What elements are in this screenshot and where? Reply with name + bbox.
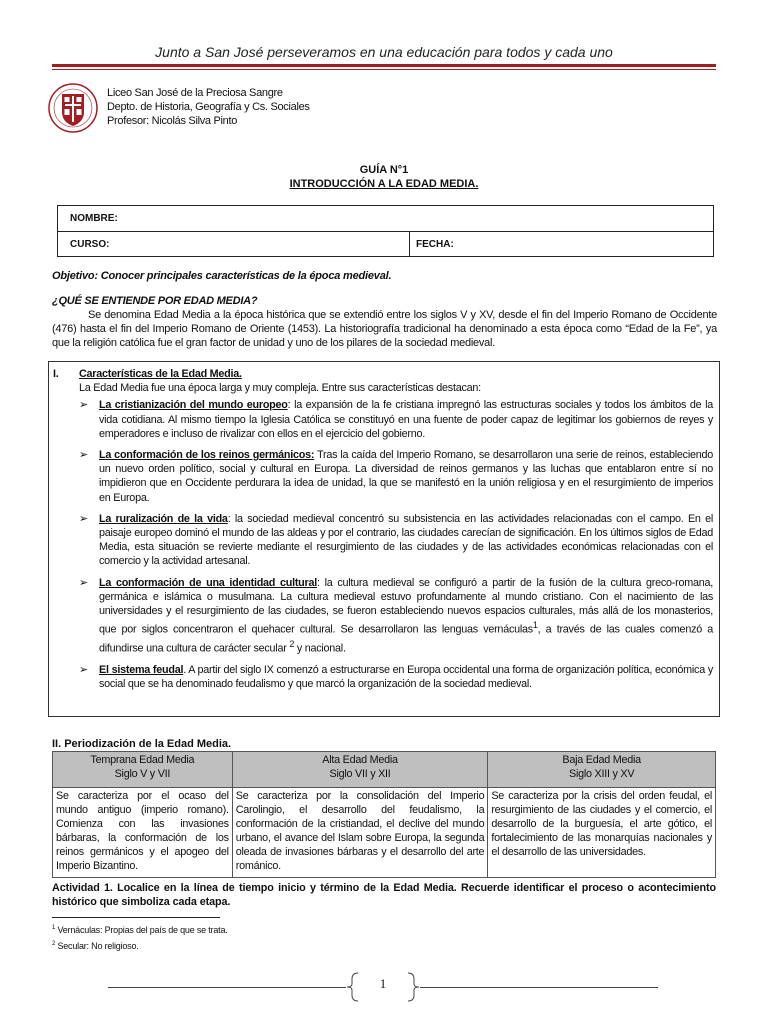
item-keyword: La cristianización del mundo europeo [99, 399, 288, 412]
item-text: : la sociedad medieval concentró su subsistencia en las actividades relacionadas con el campo. En el paisaje europeo dominó el mundo de las aldeas y por el contrario, las ciudades carecían de significación. En los últimos siglos de Edad Media, esta situación se revierte mediante el resurgimiento de las ciudades y de las actividades económicas relacionadas con el comercio y la actividad artesanal. [99, 512, 713, 568]
period-name: Temprana Edad Media [90, 754, 195, 766]
footnote-mark: 1 [52, 925, 56, 931]
footer-rule-right [420, 987, 658, 988]
characteristics-section [48, 361, 720, 717]
intro-paragraph: Se denomina Edad Media a la época histórica que se extendió entre los siglos V y XV, desde el fin del Imperio Romano de Occidente (476) hasta el fin del Imperio Romano de Oriente (1453). La historiografía tradicional ha denominado a esta época como “Edad de la Fe”, ya que la religión católica fue el gran factor de unidad y uno de los pilares de la sociedad medieval. [52, 309, 717, 349]
school-crest-logo [48, 78, 98, 138]
course-label: CURSO: [70, 239, 110, 250]
table-cell: Se caracteriza por la consolidación del Imperio Carolingio, el desarrollo del feudalismo, la conformación de la cristiandad, el declive del mundo urbano, el avance del Islam sobre Europa, la segunda oleada de invasiones bárbaras y el desarrollo del arte románico. [232, 788, 488, 878]
intro-section [52, 294, 717, 350]
item-keyword: La conformación de los reinos germánicos: [99, 449, 315, 462]
arrow-bullet-icon: ➢ [79, 512, 88, 525]
period-name: Baja Edad Media [562, 754, 641, 766]
period-centuries: Siglo VII y XII [329, 768, 391, 780]
intro-question: ¿QUÉ SE ENTIENDE POR EDAD MEDIA? [52, 295, 258, 307]
item-text: : la cultura medieval se configuró a partir de la fusión de la cultura greco-romana, germánica e islámica o musulmana. La cultura medieval estuvo profundamente al mundo cristiano. Con el nacimiento de las universidades y el resurgimiento de las ciudades, se fueron estableciendo nuevos espacios culturales, más allá de los monasterios, que por siglos concentraron el quehacer cultural. Se desarrollaron las lenguas vernáculas [99, 576, 713, 636]
school-info [107, 86, 310, 128]
footer-rule-left [108, 987, 346, 988]
course-field[interactable] [70, 239, 109, 250]
section1-lead: La Edad Media fue una época larga y muy compleja. Entre sus características destacan: [79, 382, 481, 395]
period-centuries: Siglo XIII y XV [569, 768, 635, 780]
characteristics-list [53, 398, 713, 691]
item-keyword: La ruralización de la vida [99, 512, 228, 525]
department-name: Depto. de Historia, Geografía y Cs. Sociales [107, 101, 310, 113]
list-item [53, 448, 713, 505]
item-text: , a través de las cuales comenzó a difundirse una cultura de carácter secular [99, 623, 713, 655]
objective-text: Objetivo: Conocer principales características de la época medieval. [52, 270, 392, 282]
arrow-bullet-icon: ➢ [79, 663, 88, 676]
footnote-divider [52, 917, 220, 918]
school-motto: Junto a San José perseveramos en una educación para todos y cada uno [155, 44, 613, 60]
page-number: 1 [379, 976, 387, 991]
footnote [52, 937, 228, 953]
footnote-ref[interactable]: 1 [532, 620, 538, 631]
date-field[interactable] [409, 232, 454, 257]
section2-title: II. Periodización de la Edad Media. [52, 738, 232, 750]
table-header-row [53, 752, 716, 788]
item-text: : la expansión de la fe cristiana impregnó las estructuras sociales y todos los ámbitos de la vida cotidiana. Al mismo tiempo la Iglesia Católica se constituyó en una fuente de poder capaz de legitimar los gobiernos de reyes y emperadores e incluso de rivalizar con ellos en el ejercicio del gobierno. [99, 399, 713, 440]
period-centuries: Siglo V y VII [114, 768, 171, 780]
section1-heading [53, 367, 713, 381]
table-cell: Se caracteriza por la crisis del orden feudal, el resurgimiento de las ciudades y el comercio, el desarrollo de la burguesía, el arte gótico, el fortalecimiento de las monarquías nacionales y el desarrollo de las universidades. [488, 788, 716, 878]
item-text: Tras la caída del Imperio Romano, se desarrollaron una serie de reinos, estableciendo un nuevo orden político, social y cultural en Europa. La diversidad de reinos germanos y las luchas que entablaron entre sí no impidieron que en Occidente perdurara la idea de unidad, la que se manifestó en la unión religiosa y en el resurgimiento de imperios en Europa. [99, 449, 713, 504]
name-label: NOMBRE: [70, 213, 118, 224]
activity-instruction: Actividad 1. Localice en la línea de tiempo inicio y término de la Edad Media. Recuerde identificar el proceso o acontecimiento histórico que simboliza cada etapa. [52, 882, 716, 908]
column-header [53, 752, 233, 788]
item-keyword: La conformación de una identidad cultural [99, 576, 317, 589]
footnotes [52, 921, 228, 953]
table-cell: Se caracteriza por el ocaso del mundo antiguo (imperio romano). Comienza con las invasiones bárbaras, la conformación de los reinos germánicos y el apogeo del Imperio Bizantino. [53, 788, 233, 878]
header-rule-thick [52, 64, 716, 67]
column-header [488, 752, 716, 788]
student-info-box [57, 205, 714, 257]
footnote-text: Vernáculas: Propias del país de que se trata. [55, 925, 228, 935]
school-name: Liceo San José de la Preciosa Sangre [107, 87, 283, 99]
date-label: FECHA: [416, 239, 454, 250]
section1-title: Características de la Edad Media. [79, 368, 242, 380]
page-footer [108, 972, 658, 1002]
item-text: . A partir del siglo IX comenzó a estructurarse en Europa occidental una forma de organización política, económica y social que se ha denominado feudalismo y que marcó la organización de la sociedad medieval. [99, 663, 713, 691]
period-name: Alta Edad Media [322, 754, 398, 766]
item-text: y nacional. [294, 642, 346, 655]
table-row [53, 788, 716, 878]
right-brace-icon [406, 972, 420, 1002]
periodization-table [52, 751, 716, 878]
footnote-mark: 2 [52, 941, 56, 947]
guide-heading: INTRODUCCIÓN A LA EDAD MEDIA. [289, 178, 479, 190]
footnote-text: Secular: No religioso. [55, 941, 139, 951]
arrow-bullet-icon: ➢ [79, 449, 88, 462]
list-item [53, 663, 713, 691]
course-row [58, 232, 713, 258]
footnote-ref[interactable]: 2 [289, 639, 295, 650]
item-keyword: El sistema feudal [99, 663, 184, 676]
list-item [53, 398, 713, 441]
column-header [232, 752, 488, 788]
guide-number: GUÍA N°1 [359, 164, 409, 176]
header-rule-thin [52, 69, 716, 70]
arrow-bullet-icon: ➢ [79, 399, 88, 412]
guide-title [0, 163, 768, 191]
footnote [52, 921, 228, 937]
section1-number: I. [53, 368, 59, 380]
list-item [53, 576, 713, 656]
teacher-name: Profesor: Nicolás Silva Pinto [107, 115, 238, 127]
name-field[interactable] [58, 206, 713, 232]
arrow-bullet-icon: ➢ [79, 576, 88, 589]
list-item [53, 512, 713, 569]
